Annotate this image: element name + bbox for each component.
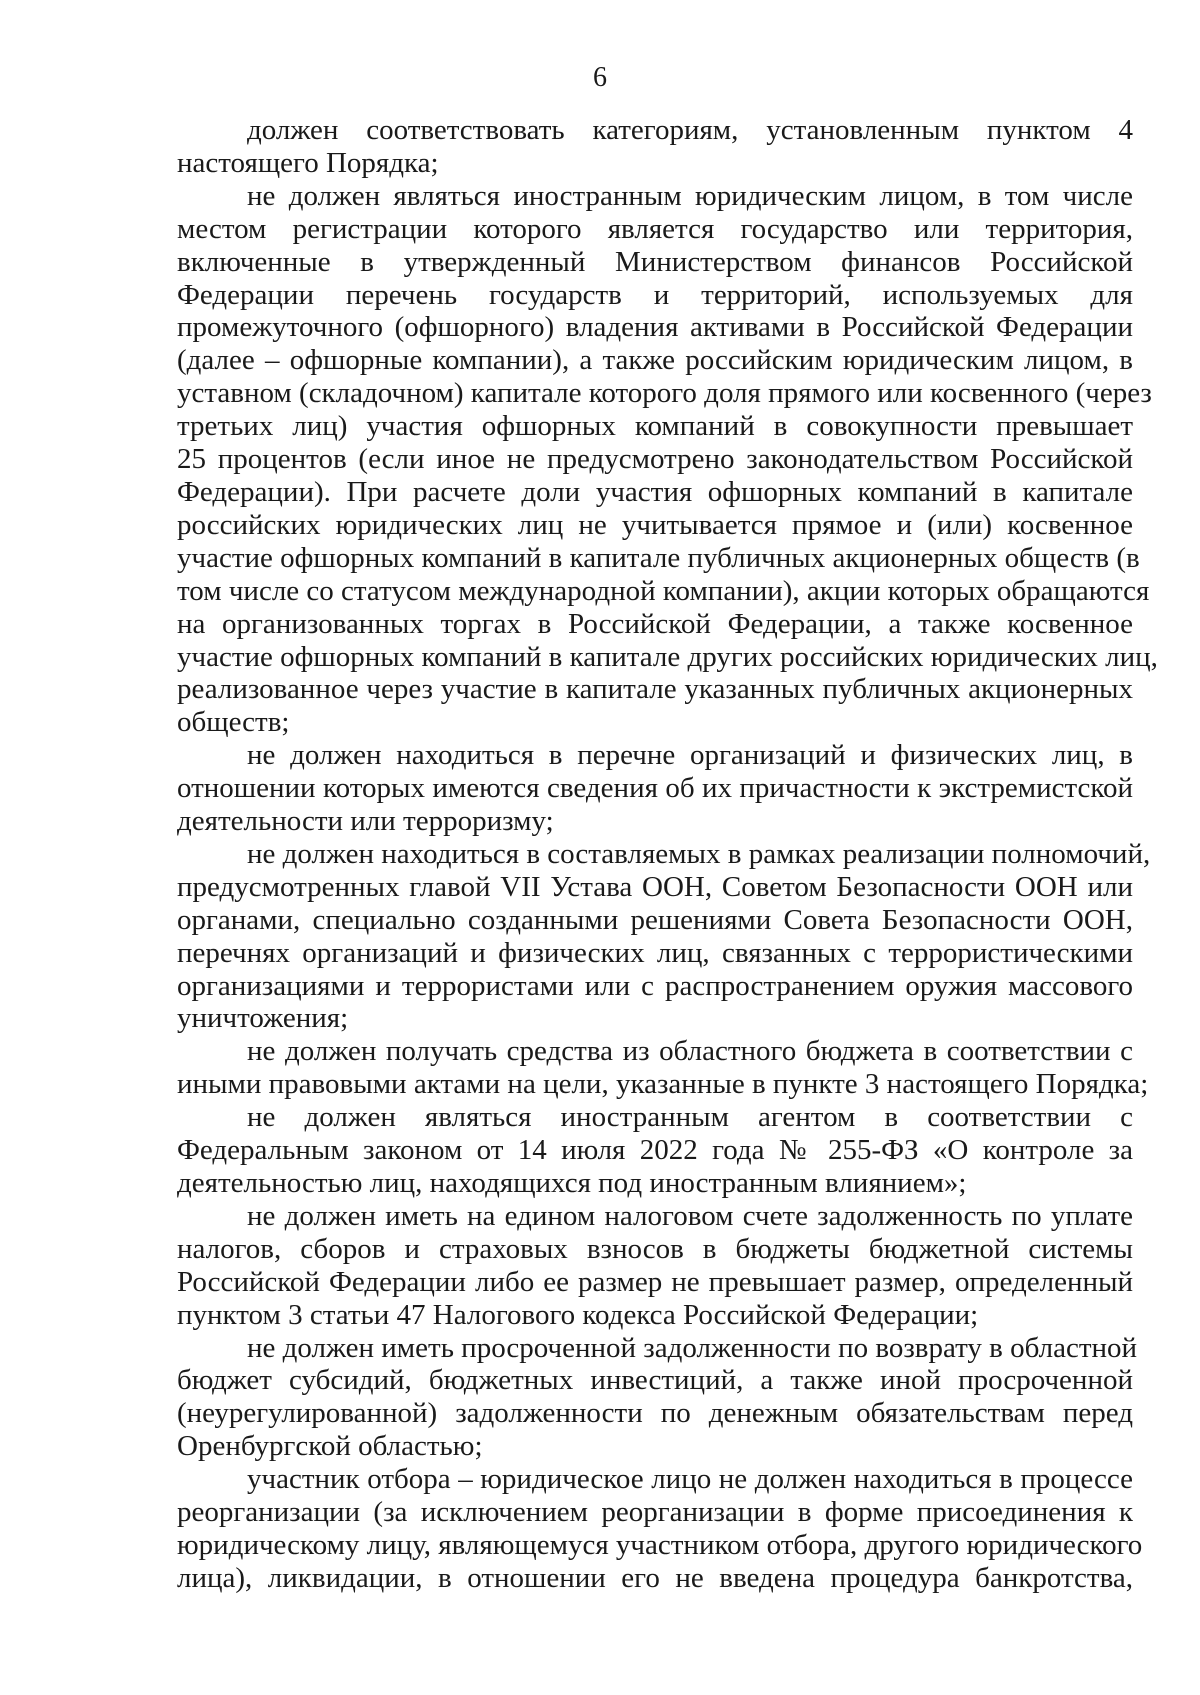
text-line: Оренбургской областью; xyxy=(177,1430,483,1463)
paragraph xyxy=(177,1200,1133,1332)
text-line: не должен иметь просроченной задолженности по возврату в областной xyxy=(247,1331,1138,1364)
text-line: реорганизации (за исключением реорганизации в форме присоединения к xyxy=(177,1496,1133,1529)
text-line: деятельностью лиц, находящихся под иностранным влиянием»; xyxy=(177,1167,967,1199)
text-line: не должен получать средства из областного бюджета в соответствии с xyxy=(247,1035,1133,1068)
text-line: не должен являться иностранным агентом в соответствии с xyxy=(247,1101,1133,1134)
document-body xyxy=(177,114,1158,1595)
text-line: уставном (складочном) капитале которого доля прямого или косвенного (через xyxy=(177,377,1152,410)
paragraph xyxy=(177,1035,1149,1101)
text-line: (далее – офшорные компании), а также российским юридическим лицом, в xyxy=(177,344,1133,377)
text-line: не должен находиться в перечне организаций и физических лиц, в xyxy=(247,739,1133,772)
text-line: иными правовыми актами на цели, указанные в пункте 3 настоящего Порядка; xyxy=(177,1068,1149,1101)
text-line: должен соответствовать категориям, установленным пунктом 4 xyxy=(247,114,1133,146)
text-line: перечнях организаций и физических лиц, связанных с террористическими xyxy=(177,936,1133,969)
text-line: деятельности или терроризму; xyxy=(177,805,554,838)
text-line: Федерации перечень государств и территорий, используемых для xyxy=(177,278,1133,311)
paragraph xyxy=(177,114,1133,180)
text-line: реализованное через участие в капитале указанных публичных акционерных xyxy=(177,673,1133,706)
text-line: пунктом 3 статьи 47 Налогового кодекса Российской Федерации; xyxy=(177,1298,979,1331)
text-line: участие офшорных компаний в капитале публичных акционерных обществ (в xyxy=(177,541,1140,574)
text-line: третьих лиц) участия офшорных компаний в совокупности превышает xyxy=(177,410,1133,443)
paragraph xyxy=(177,1463,1143,1595)
paragraph xyxy=(177,1101,1133,1200)
text-line: Российской Федерации либо ее размер не превышает размер, определенный xyxy=(177,1265,1133,1298)
text-line: промежуточного (офшорного) владения активами в Российской Федерации xyxy=(177,311,1133,344)
text-line: обществ; xyxy=(177,706,290,739)
text-line: российских юридических лиц не учитывается прямое и (или) косвенное xyxy=(177,508,1133,541)
text-line: участник отбора – юридическое лицо не должен находиться в процессе xyxy=(247,1463,1133,1496)
text-line: отношении которых имеются сведения об их причастности к экстремистской xyxy=(177,772,1133,805)
paragraph xyxy=(177,739,1133,838)
text-line: том числе со статусом международной компании), акции которых обращаются xyxy=(177,574,1150,607)
text-line: не должен иметь на едином налоговом счете задолженность по уплате xyxy=(247,1199,1133,1232)
paragraph xyxy=(177,837,1151,1035)
text-line: 25 процентов (если иное не предусмотрено законодательством Российской xyxy=(177,443,1133,476)
text-line: лица), ликвидации, в отношении его не введена процедура банкротства, xyxy=(177,1561,1133,1594)
text-line: (неурегулированной) задолженности по денежным обязательствам перед xyxy=(177,1397,1133,1430)
paragraph xyxy=(177,179,1158,739)
text-line: Федерации). При расчете доли участия офшорных компаний в капитале xyxy=(177,475,1133,508)
text-line: организациями и террористами или с распространением оружия массового xyxy=(177,969,1133,1002)
text-line: не должен находиться в составляемых в рамках реализации полномочий, xyxy=(247,837,1151,870)
text-line: уничтожения; xyxy=(177,1002,349,1035)
text-line: включенные в утвержденный Министерством финансов Российской xyxy=(177,245,1133,278)
text-line: налогов, сборов и страховых взносов в бюджеты бюджетной системы xyxy=(177,1232,1133,1265)
text-line: не должен являться иностранным юридическим лицом, в том числе xyxy=(247,179,1133,212)
text-line: юридическому лицу, являющемуся участником отбора, другого юридического xyxy=(177,1528,1143,1561)
text-line: органами, специально созданными решениями Совета Безопасности ООН, xyxy=(177,903,1133,936)
page-number: 6 xyxy=(593,62,607,93)
text-line: настоящего Порядка; xyxy=(177,146,439,179)
text-line: бюджет субсидий, бюджетных инвестиций, а также иной просроченной xyxy=(177,1364,1133,1397)
text-line: участие офшорных компаний в капитале других российских юридических лиц, xyxy=(177,640,1158,673)
text-line: предусмотренных главой VII Устава ООН, Советом Безопасности ООН или xyxy=(177,870,1133,903)
text-line: местом регистрации которого является государство или территория, xyxy=(177,212,1133,245)
paragraph xyxy=(177,1331,1138,1464)
text-line: на организованных торгах в Российской Федерации, а также косвенное xyxy=(177,607,1133,640)
text-line: Федеральным законом от 14 июля 2022 года № 255-ФЗ «О контроле за xyxy=(177,1134,1133,1167)
